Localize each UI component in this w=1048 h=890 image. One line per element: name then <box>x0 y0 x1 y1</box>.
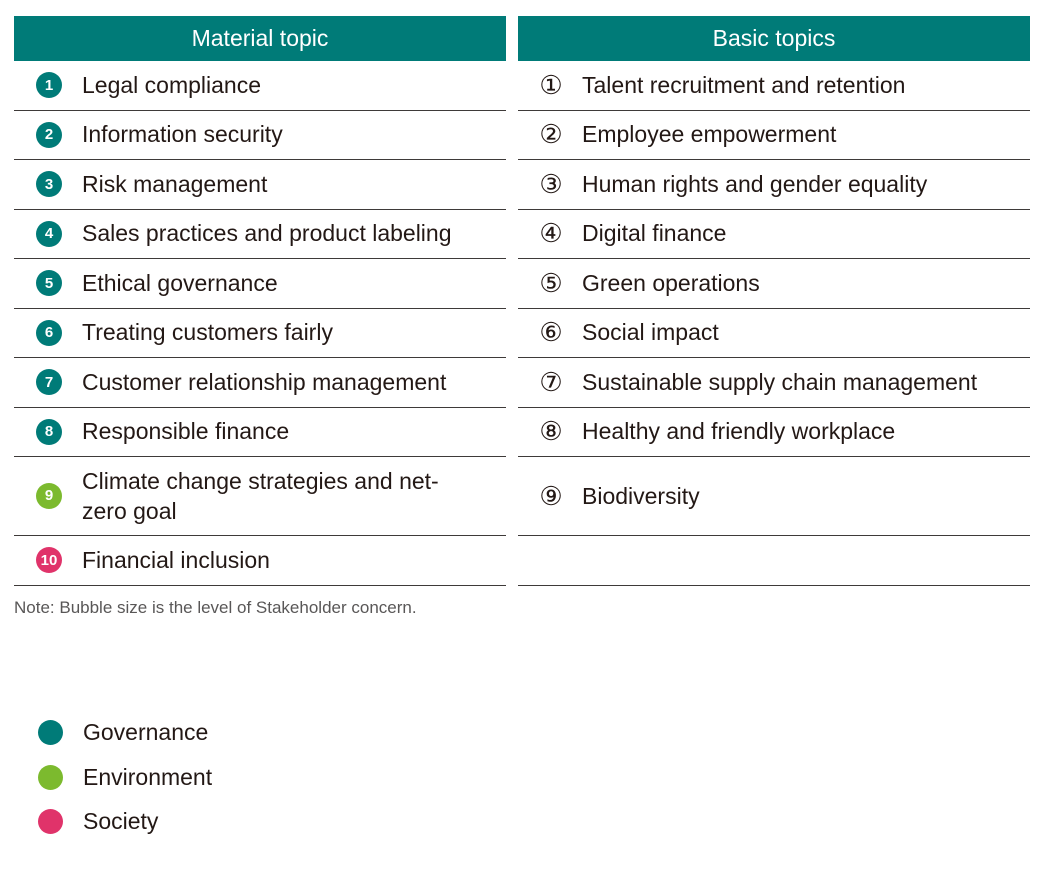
basic-topic-row <box>518 457 1030 536</box>
material-topic-row <box>14 111 506 161</box>
legend-dot-icon <box>38 809 63 834</box>
basic-topic-row <box>518 61 1030 111</box>
material-topic-header: Material topic <box>14 16 506 61</box>
topic-label: Employee empowerment <box>582 121 837 148</box>
topic-label: Green operations <box>582 269 760 296</box>
legend-label: Governance <box>83 719 209 745</box>
number-badge-icon: 9 <box>36 483 62 509</box>
circled-number-icon: ① <box>539 69 563 100</box>
circled-number-icon: ⑨ <box>539 481 563 511</box>
material-topic-row <box>14 210 506 260</box>
legend-item <box>38 719 208 746</box>
basic-topic-row <box>518 358 1030 408</box>
material-topic-row <box>14 309 506 359</box>
topic-label: Financial inclusion <box>82 546 270 573</box>
topic-label: Risk management <box>82 170 268 197</box>
number-badge-icon: 10 <box>36 547 62 573</box>
circled-number-icon: ⑤ <box>539 267 563 298</box>
material-topic-row <box>14 536 506 586</box>
basic-topic-row <box>518 309 1030 359</box>
topic-label: Sales practices and product labeling <box>82 220 452 247</box>
material-topic-row <box>14 358 506 408</box>
topic-label: Legal compliance <box>82 71 262 98</box>
legend-dot-icon <box>38 765 63 790</box>
topic-label: Social impact <box>582 319 719 346</box>
circled-number-icon: ④ <box>539 218 563 249</box>
number-badge-icon: 4 <box>36 221 62 247</box>
material-topic-row <box>14 61 506 111</box>
number-badge-icon: 3 <box>36 171 62 197</box>
circled-number-icon: ⑧ <box>539 416 563 447</box>
legend-item <box>38 808 158 835</box>
circled-number-icon: ② <box>539 119 563 150</box>
number-badge-icon: 2 <box>36 122 62 148</box>
topic-label: Human rights and gender equality <box>582 170 928 197</box>
topic-label: Talent recruitment and retention <box>582 71 906 98</box>
basic-topic-row <box>518 160 1030 210</box>
legend-label: Environment <box>83 763 213 790</box>
topic-label: Healthy and friendly workplace <box>582 418 896 445</box>
number-badge-icon: 8 <box>36 419 62 445</box>
legend-item <box>38 764 212 791</box>
basic-topics-header: Basic topics <box>518 16 1030 61</box>
topic-label: Biodiversity <box>582 483 700 509</box>
topic-label: Customer relationship management <box>82 368 447 395</box>
topic-label: Ethical governance <box>82 269 278 296</box>
number-badge-icon: 6 <box>36 320 62 346</box>
number-badge-icon: 7 <box>36 369 62 395</box>
note: Note: Bubble size is the level of Stakeholder concern. <box>14 598 417 617</box>
basic-topic-row <box>518 111 1030 161</box>
topic-label: Digital finance <box>582 220 727 247</box>
topic-label: Treating customers fairly <box>82 319 333 346</box>
topic-label: Responsible finance <box>82 418 290 445</box>
circled-number-icon: ③ <box>539 168 563 199</box>
legend-label: Society <box>83 808 159 834</box>
material-topic-row <box>14 160 506 210</box>
topic-label: Information security <box>82 121 283 148</box>
basic-topics-table <box>518 16 1030 586</box>
basic-topic-row <box>518 408 1030 458</box>
circled-number-icon: ⑦ <box>539 366 563 397</box>
material-topic-table <box>14 16 506 586</box>
material-topic-row <box>14 408 506 458</box>
number-badge-icon: 5 <box>36 270 62 296</box>
number-badge-icon: 1 <box>36 72 62 98</box>
topic-label: Sustainable supply chain management <box>582 368 978 395</box>
material-topic-row <box>14 259 506 309</box>
material-topic-row <box>14 457 506 536</box>
topic-label: Climate change strategies and net-zero goal <box>82 468 439 524</box>
basic-topic-row <box>518 210 1030 260</box>
basic-topic-row <box>518 259 1030 309</box>
empty-row <box>518 536 1030 586</box>
legend-dot-icon <box>38 720 63 745</box>
circled-number-icon: ⑥ <box>539 317 563 348</box>
